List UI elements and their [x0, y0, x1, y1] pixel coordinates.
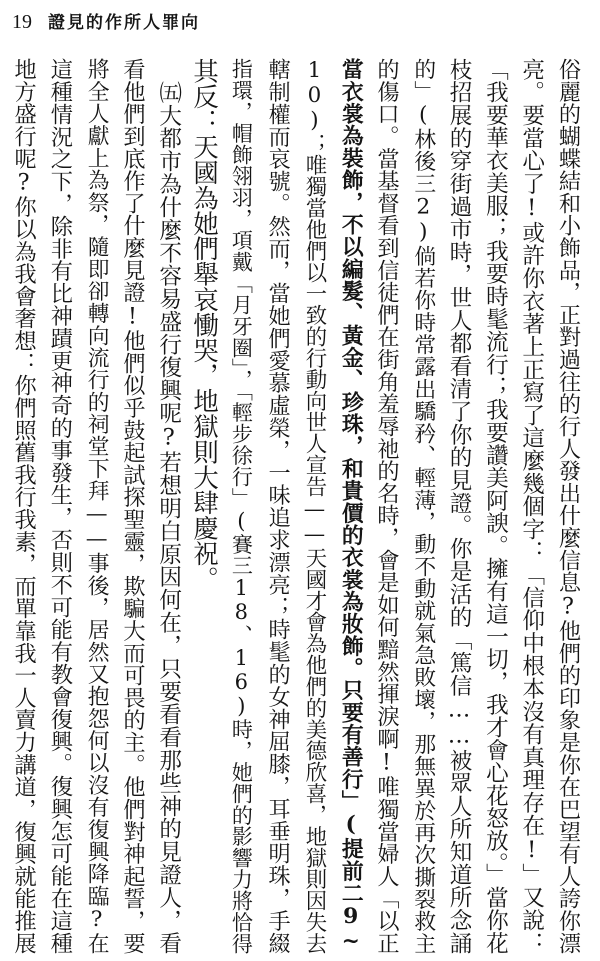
body-text [4, 58, 586, 954]
text-column: 10)；唯獨當他們以一致的行動向世人宣告——天國才會為他們的美德欣喜，地獄則因失去 [301, 58, 327, 954]
text-column: 當衣裳為裝飾，不以編髮、黃金、珍珠，和貴價的衣裳為妝飾。只要有善行」(提前二9~ [338, 58, 364, 954]
text-column: ㈤大都市為什麼不容易盛行復興呢?若想明白原因何在，只要看看那些神的見證人，看 [155, 80, 182, 954]
page-header [12, 8, 200, 36]
text-column: 「我要華衣美服；我要時髦流行；我要讚美阿諛。擁有這一切，我才會心花怒放。」當你花 [482, 58, 509, 954]
text-column: 看他們到底作了什麼見證!他們似乎鼓起試探聖靈，欺騙大而可畏的主。他們對神起誓，要 [119, 58, 146, 954]
text-column: 的」(林後三2)倘若你時常露出驕矜、輕薄，動不動就氣急敗壞，那無異於再次撕裂救主 [410, 58, 436, 954]
text-column: 的傷口。當基督看到信徒們在街角羞辱祂的名時，會是如何黯然揮淚啊!唯獨當婦人「以正 [373, 58, 400, 954]
text-column: 這種情況之下，除非有比神蹟更神奇的事發生，否則不可能有教會復興。復興怎可能在這種 [46, 58, 73, 954]
text-column: 將全人獻上為祭，隨即卻轉向流行的祠堂下拜——事後，居然又抱怨何以沒有復興降臨?在 [84, 58, 110, 954]
text-column: 枝招展的穿街過市時，世人都看清了你的見證。你是活的「篤信……被眾人所知道所念誦 [446, 58, 473, 954]
text-column: 轄制權而哀號。然而，當她們愛慕虛榮，一味追求漂亮；時髦的女神屈膝，耳垂明珠，手綴 [264, 58, 291, 954]
running-title: 證見的作所人罪向 [48, 13, 200, 33]
text-column: 其反：天國為她們舉哀慟哭，地獄則大肆慶祝。 [190, 58, 221, 592]
text-column: 指環，帽飾翎羽，項戴「月牙圈」，「輕步徐行」(賽三18、16)時，她們的影響力將恰得 [229, 58, 254, 954]
page-number: 19 [12, 11, 32, 33]
text-column: 亮。要當心了!或許你衣著上正寫了這麼幾個字：「信仰中根本沒有真理存在!」又說： [518, 58, 545, 954]
text-column: 地方盛行呢?你以為我會奢想：你們照舊我行我素，而單靠我一人賣力講道，復興就能推展 [10, 58, 37, 954]
text-column: 俗麗的蝴蝶結和小飾品，正對過往的行人發出什麼信息?他們的印象是你在巴望有人誇你漂 [555, 58, 581, 954]
